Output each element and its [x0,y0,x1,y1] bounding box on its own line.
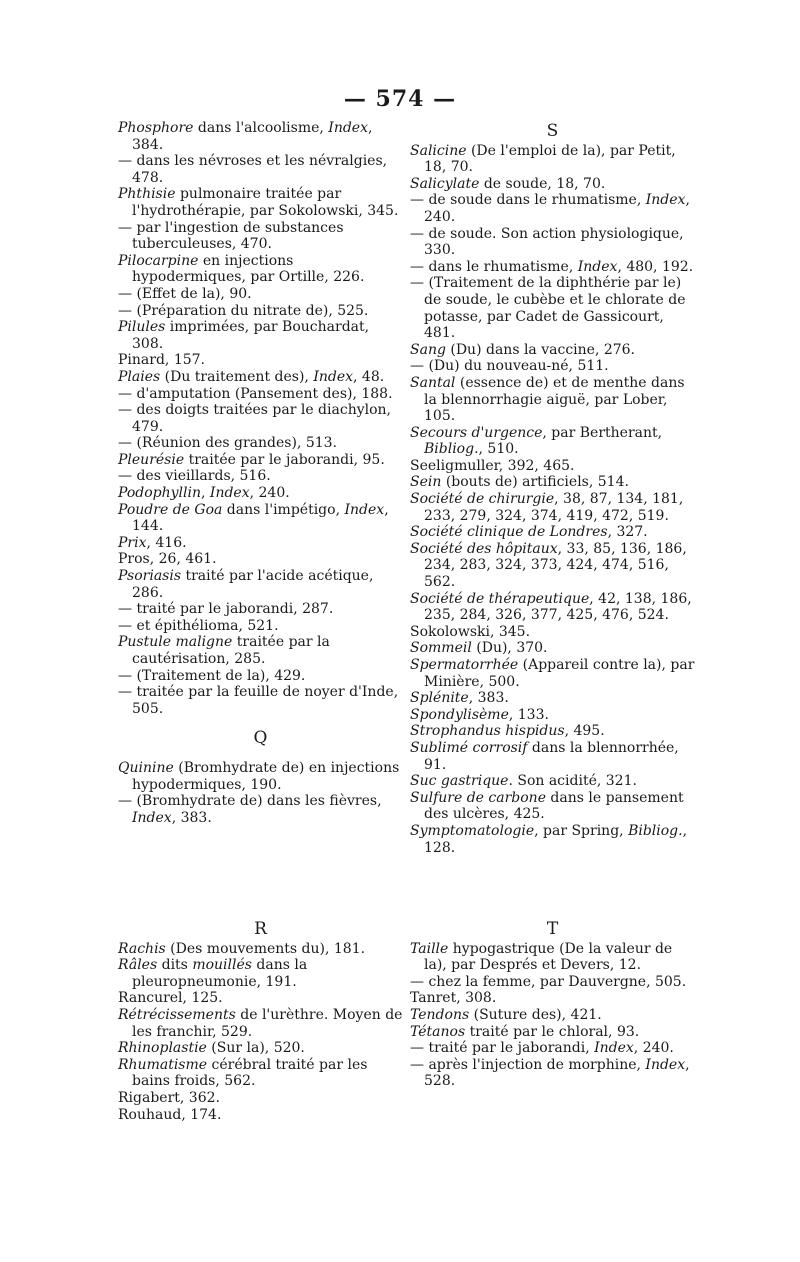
index-entry [118,319,403,352]
index-entry [410,192,695,225]
entry-text: Pinard, 157. [118,352,205,369]
index-entry [118,468,403,485]
entry-text: — (Effet de la), 90. [118,285,252,302]
entry-italic-term: Phosphore [118,120,194,136]
entry-text: , par Spring, [534,822,629,839]
index-entry [118,402,403,435]
entry-italic-term: Prix [118,534,147,551]
index-entry [118,634,403,667]
entry-text: dans la pleuropneumonie, 191. [132,957,308,990]
index-entry [410,491,695,524]
entry-italic-term: Splénite [410,690,469,707]
entry-text: , 38, 87, 134, 181, 233, 279, 324, 374, 419, 472, 519. [424,491,684,524]
entry-text: , 48. [353,368,385,385]
index-entry [118,303,403,320]
entry-italic-term: Bibliog. [628,822,683,839]
index-entry [410,723,695,740]
index-entry [118,760,403,793]
entry-italic-term: Société clinique de Londres [410,524,608,541]
index-entry [118,386,403,403]
index-entry [118,369,403,386]
entry-text: — chez la femme, par Dauvergne, 505. [410,973,687,990]
entry-text: de l'urèthre. Moyen de les franchir, 529. [132,1006,403,1040]
entry-text: , 480, 192. [617,258,694,275]
entry-italic-term: mouillés [192,957,252,974]
entry-italic-term: Index [594,1040,634,1057]
index-entry [410,941,695,974]
entry-text: — des doigts traitées par le diachylon, 479. [118,402,391,435]
entry-italic-term: Sein [410,474,442,491]
entry-text: , 240. [633,1040,674,1057]
entry-text: dans l'impétigo, [222,501,345,518]
entry-text: , 383. [171,809,212,826]
index-entry [118,1107,403,1124]
right-column-top [410,120,695,856]
entry-text: Rigabert, 362. [118,1089,220,1106]
entry-italic-term: Sulfure de carbone [410,789,546,806]
entry-italic-term: Taille [410,940,449,957]
section-letter-q: Q [253,728,268,749]
entry-text: Tanret, 308. [410,990,497,1007]
left-top-entries [118,120,403,717]
entry-italic-term: Salicylate [410,175,480,192]
r-entries [118,941,403,1124]
entry-italic-term: Rétrécissements [118,1006,236,1023]
entry-text: , 144. [132,501,389,535]
entry-text: dits [157,957,193,974]
q-entries [118,760,403,826]
entry-text: en injections hypodermiques, par Ortille, 226. [132,252,365,286]
index-entry [410,259,695,276]
entry-text: — traitée par la feuille de noyer d'Inde, 505. [118,684,399,717]
entry-italic-term: Symptomatologie [410,822,535,839]
entry-text: — (Traitement de la), 429. [118,667,306,684]
entry-text: (Du) dans la vaccine, 276. [445,341,636,358]
entry-italic-term: Index [645,192,686,209]
section-letter-r: R [254,919,267,939]
entry-text: Pros, 26, 461. [118,551,217,568]
entry-italic-term: Râles [118,957,158,974]
left-column-bottom [118,918,403,1123]
index-entry [410,1024,695,1041]
index-entry [118,601,403,618]
entry-text: — dans le rhumatisme, [410,258,578,275]
section-letter-s: S [546,121,559,141]
entry-text: , 384. [132,120,373,153]
entry-text: traitée par la cautérisation, 285. [132,634,330,667]
entry-text: — par l'ingestion de substances tuberculeuses, 470. [118,219,344,253]
entry-italic-term: Index [132,809,172,826]
index-entry [410,275,695,341]
entry-italic-term: Spondylisème [410,706,509,723]
entry-italic-term: Pilocarpine [118,252,199,269]
entry-text: (Sur la), 520. [206,1040,305,1057]
entry-text: , 33, 85, 136, 186, 234, 283, 324, 373, 424, 474, 516, 562. [424,540,687,591]
entry-italic-term: Société de chirurgie [410,491,555,508]
index-entry [410,823,695,856]
entry-italic-term: Pleurésie [118,451,185,468]
left-column-top [118,120,403,826]
index-entry [118,120,403,153]
index-entry [410,358,695,375]
entry-text: Rancurel, 125. [118,990,223,1007]
index-entry [410,425,695,458]
index-entry [410,773,695,790]
index-entry [118,220,403,253]
entry-text: imprimées, par Bouchardat, 308. [132,319,370,352]
entry-text: — dans les névroses et les névralgies, 478. [118,153,388,186]
entry-italic-term: Index [577,258,618,275]
entry-text: — traité par le jaborandi, 287. [118,601,334,618]
entry-italic-term: Phthisie [118,186,176,203]
entry-text: — (Bromhydrate de) dans les fièvres, [118,793,382,810]
index-entry [118,568,403,601]
index-entry [410,375,695,425]
entry-italic-term: Index [313,368,354,385]
right-column-bottom [410,918,695,1090]
index-entry [118,1090,403,1107]
t-entries [410,941,695,1090]
entry-text: — et épithélioma, 521. [118,617,279,634]
entry-italic-term: Tétanos [410,1023,466,1040]
entry-text: dans l'alcoolisme, [193,120,329,136]
index-entry [118,684,403,717]
entry-text: — (Du) du nouveau-né, 511. [410,358,609,375]
index-entry [410,657,695,690]
index-entry [410,541,695,591]
entry-italic-term: Spermatorrhée [410,657,519,673]
index-entry [118,253,403,286]
entry-italic-term: Rachis [118,940,166,957]
index-entry [410,458,695,475]
index-entry [410,226,695,259]
entry-text: — d'amputation (Pansement des), 188. [118,385,393,402]
entry-italic-term: Pilules [118,319,166,336]
section-letter-t: T [546,919,559,939]
entry-text: . Son acidité, 321. [508,773,637,790]
entry-text: — traité par le jaborandi, [410,1040,595,1057]
entry-text: , par Bertherant, [542,424,663,441]
entry-text: (De l'emploi de la), par Petit, 18, 70. [424,142,676,176]
s-entries [410,143,695,857]
entry-text: (Bromhydrate de) en injections hypodermiques, 190. [132,759,400,793]
entry-italic-term: Tendons [410,1006,470,1023]
entry-italic-term: Podophyllin [118,485,202,502]
entry-italic-term: Secours d'urgence [410,424,543,441]
entry-text: (Du), 370. [471,640,548,657]
entry-text: , 510. [478,441,519,458]
entry-text: , 240. [249,485,290,502]
index-entry [118,1057,403,1090]
index-entry [118,435,403,452]
entry-text: (bouts de) artificiels, 514. [441,474,629,491]
entry-italic-term: Index [344,501,385,518]
index-entry [410,524,695,541]
entry-text: traitée par le jaborandi, 95. [184,451,385,468]
entry-italic-term: Psoriasis [118,568,182,585]
index-entry [118,286,403,303]
index-entry [118,957,403,990]
entry-italic-term: Index [645,1056,686,1073]
entry-italic-term: Sang [410,341,446,358]
index-entry [118,186,403,219]
entry-text: — (Traitement de la diphthérie par le) de soude, le cubèbe et le chlorate de potasse, par Cadet de Gassicourt, 481. [410,275,686,342]
index-entry [410,143,695,176]
index-entry [410,176,695,193]
entry-text: traité par l'acide acétique, 286. [132,568,374,601]
entry-text: de soude, 18, 70. [479,175,606,192]
index-entry [410,624,695,641]
entry-text: (essence de) et de menthe dans la blennorrhagie aiguë, par Lober, 105. [424,374,685,425]
entry-italic-term: Santal [410,374,456,391]
index-entry [118,485,403,502]
entry-italic-term: Strophandus hispidus [410,723,565,740]
entry-italic-term: Suc gastrique [410,773,509,790]
entry-text: Rouhaud, 174. [118,1106,222,1123]
index-entry [410,740,695,773]
index-entry [410,1057,695,1090]
entry-text: , 327. [607,524,648,541]
index-entry [118,1040,403,1057]
entry-italic-term: Société de thérapeutique [410,590,590,607]
index-entry [118,452,403,469]
entry-italic-term: Index [209,485,250,502]
entry-text: , 528. [424,1056,690,1090]
entry-text: Sokolowski, 345. [410,623,531,640]
index-entry [410,790,695,823]
entry-italic-term: Quinine [118,759,174,776]
index-entry [118,668,403,685]
index-entry [410,707,695,724]
entry-italic-term: Plaies [118,368,161,385]
entry-italic-term: Sublimé corrosif [410,739,528,756]
entry-text: , 133. [508,706,549,723]
index-entry [410,591,695,624]
entry-italic-term: Salicine [410,142,467,159]
index-entry [410,1040,695,1057]
entry-italic-term: Rhinoplastie [118,1040,207,1057]
entry-text: , 128. [424,822,688,856]
index-entry [410,1007,695,1024]
index-entry [118,618,403,635]
entry-italic-term: Sommeil [410,640,472,657]
entry-italic-term: Index [328,120,368,136]
entry-text: pulmonaire traitée par l'hydrothérapie, par Sokolowski, 345. [132,186,399,219]
index-entry [118,1007,403,1040]
entry-text: (Du traitement des), [160,368,314,385]
entry-text: dans le pansement des ulcères, 425. [424,789,684,823]
entry-text: traité par le chloral, 93. [465,1023,640,1040]
entry-text: — de soude dans le rhumatisme, [410,192,646,209]
entry-text: — après l'injection de morphine, [410,1056,646,1073]
entry-italic-term: Bibliog. [424,441,479,458]
index-entry [410,474,695,491]
index-entry [118,551,403,568]
entry-text: , [201,485,210,502]
entry-text: (Suture des), 421. [469,1006,602,1023]
entry-text: — (Préparation du nitrate de), 525. [118,302,369,319]
entry-text: , 495. [564,723,605,740]
entry-text: — des vieillards, 516. [118,468,271,485]
entry-text: , 416. [146,534,187,551]
entry-text: — de soude. Son action physiologique, 330. [410,225,684,259]
entry-italic-term: Société des hôpitaux [410,540,558,557]
index-entry [118,352,403,369]
index-entry [410,690,695,707]
index-entry [410,640,695,657]
index-entry [118,153,403,186]
entry-text: , 240. [424,192,690,225]
index-entry [118,502,403,535]
index-entry [410,990,695,1007]
index-entry [118,990,403,1007]
entry-text: dans la blennorrhée, 91. [424,739,679,773]
entry-text: cérébral traité par les bains froids, 562. [132,1056,368,1090]
entry-text: , 383. [468,690,509,707]
entry-text: (Des mouvements du), 181. [165,940,366,957]
entry-text: hypogastrique (De la valeur de la), par Després et Devers, 12. [424,940,673,974]
entry-italic-term: Pustule maligne [118,634,233,651]
index-entry [118,535,403,552]
page-number: — 574 — [343,86,457,112]
entry-italic-term: Poudre de Goa [118,501,223,518]
index-entry [410,342,695,359]
entry-text: Seeligmuller, 392, 465. [410,457,575,474]
index-entry [118,941,403,958]
entry-text: (Appareil contre la), par Minière, 500. [424,657,695,690]
entry-italic-term: Rhumatisme [118,1056,208,1073]
entry-text: — (Réunion des grandes), 513. [118,435,338,452]
index-entry [410,974,695,991]
entry-text: , 42, 138, 186, 235, 284, 326, 377, 425, 476, 524. [424,590,692,624]
index-entry [118,793,403,826]
